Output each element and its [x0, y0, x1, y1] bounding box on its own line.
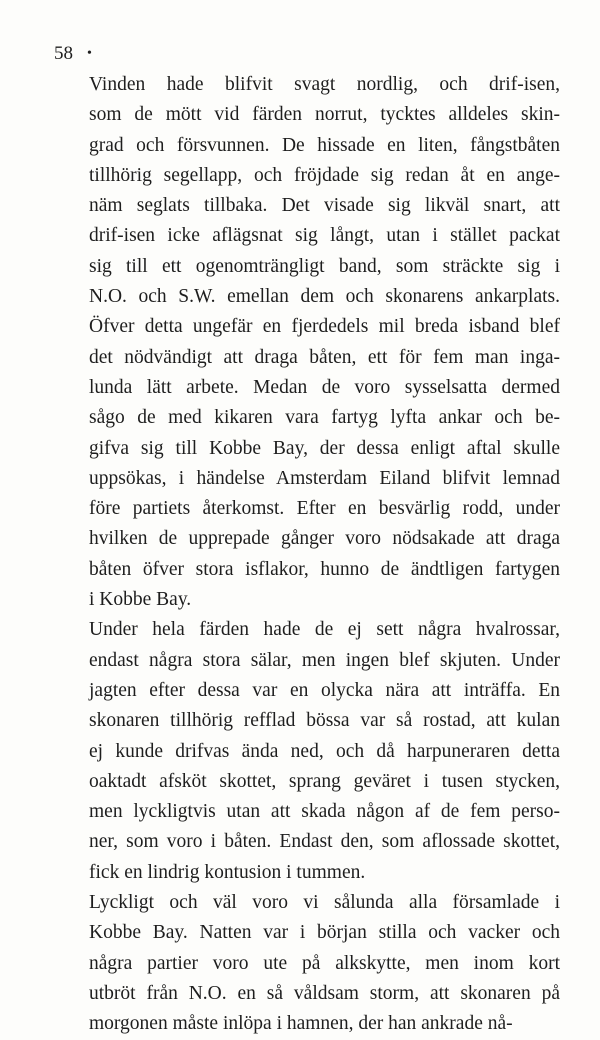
- text-line: drif-isen icke aflägsnat sig långt, utan i stället packat: [89, 225, 560, 247]
- text-line: hvilken de upprepade gånger voro nödsakade att draga: [89, 528, 560, 550]
- page-number: 58: [54, 43, 73, 64]
- text-line: uppsökas, i händelse Amsterdam Eiland blifvit lemnad: [89, 467, 560, 489]
- text-line: det nödvändigt att draga båten, ett för fem man inga-: [89, 346, 560, 368]
- text-line: Vinden hade blifvit svagt nordlig, och drif-isen,: [89, 74, 560, 95]
- text-line: Lyckligt och väl voro vi sålunda alla församlade i: [89, 892, 560, 914]
- page-mark: •: [87, 46, 92, 61]
- text-line: ej kunde drifvas ända ned, och då harpuneraren detta: [89, 740, 560, 762]
- text-line: grad och försvunnen. De hissade en liten, fångstbåten: [89, 134, 560, 156]
- text-line: Öfver detta ungefär en fjerdedels mil breda isband blef: [89, 316, 560, 338]
- text-line: före partiets återkomst. Efter en besvärlig rodd, under: [89, 498, 560, 520]
- text-line: utbröt från N.O. en så våldsam storm, att skonaren på: [89, 982, 560, 1004]
- text-line: båten öfver stora isflakor, hunno de ändtligen fartygen: [89, 558, 560, 580]
- text-line: sig till ett ogenomträngligt band, som sträckte sig i: [89, 255, 560, 277]
- text-line: morgonen måste inlöpa i hamnen, der han ankrade nå-: [89, 1013, 513, 1035]
- text-line: ner, som voro i båten. Endast den, som aflossade skottet,: [89, 831, 560, 853]
- text-line: sågo de med kikaren vara fartyg lyfta ankar och be-: [89, 407, 560, 429]
- text-line: Under hela färden hade de ej sett några hvalrossar,: [89, 619, 560, 641]
- text-line: näm seglats tillbaka. Det visade sig likväl snart, att: [89, 195, 560, 217]
- text-line: några partier voro ute på alkskytte, men inom kort: [89, 952, 560, 974]
- text-line: endast några stora sälar, men ingen blef skjuten. Under: [89, 649, 560, 671]
- text-line: N.O. och S.W. emellan dem och skonarens ankarplats.: [89, 286, 560, 308]
- text-line: men lyckligtvis utan att skada någon af de fem perso-: [89, 801, 560, 823]
- text-line: i Kobbe Bay.: [89, 589, 192, 611]
- paragraph: [47, 70, 560, 615]
- page-header: [54, 42, 560, 66]
- text-line: som de mött vid färden norrut, tycktes alldeles skin-: [89, 104, 560, 126]
- text-line: tillhörig segellapp, och fröjdade sig redan åt en ange-: [89, 164, 560, 186]
- text-line: lunda lätt arbete. Medan de voro sysselsatta dermed: [89, 376, 560, 398]
- text-line: Kobbe Bay. Natten var i början stilla och vacker och: [89, 922, 560, 944]
- text-line: fick en lindrig kontusion i tummen.: [89, 861, 366, 883]
- text-line: gifva sig till Kobbe Bay, der dessa enligt aftal skulle: [89, 437, 560, 459]
- paragraph: [47, 888, 560, 1039]
- text-line: oaktadt afsköt skottet, sprang geväret i tusen stycken,: [89, 770, 560, 792]
- body-text: [47, 70, 560, 1040]
- text-line: skonaren tillhörig refflad bössa var så rostad, att kulan: [89, 710, 560, 732]
- text-line: jagten efter dessa var en olycka nära att inträffa. En: [89, 679, 560, 701]
- paragraph: [47, 615, 560, 888]
